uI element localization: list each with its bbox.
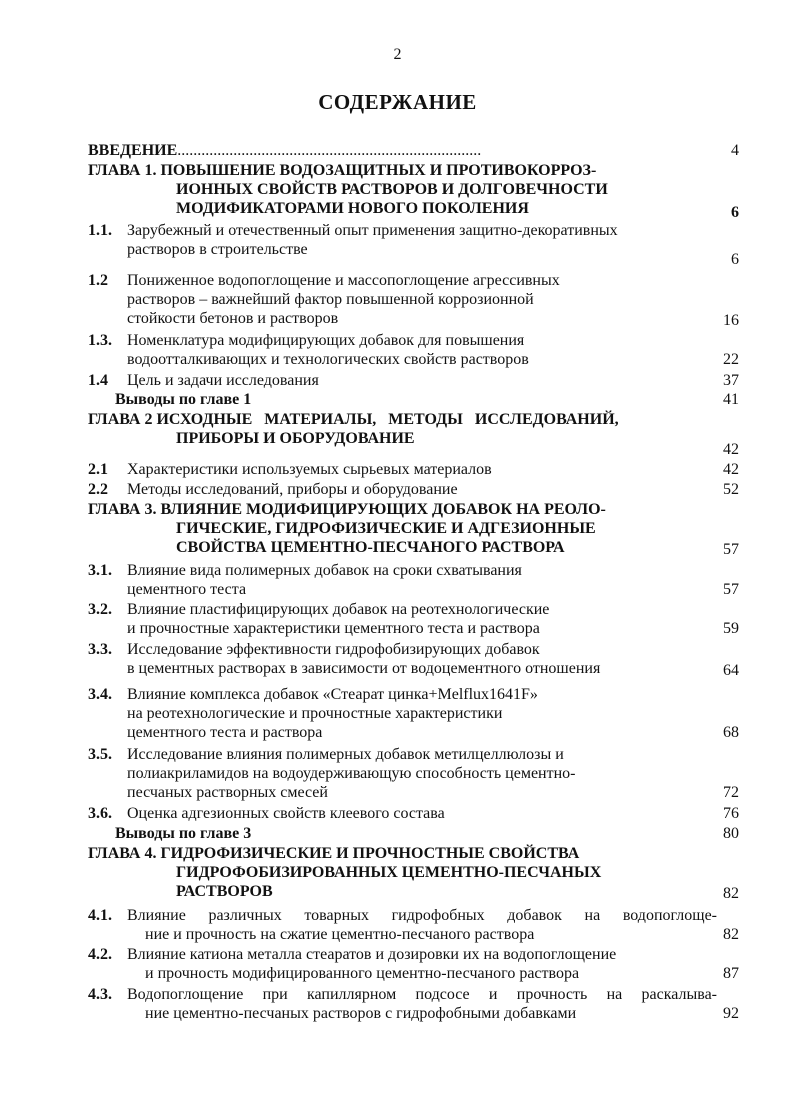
toc-line: Пониженное водопоглощение и массопоглощение агрессивных bbox=[127, 272, 560, 289]
toc-line: ГИДРОФОБИЗИРОВАННЫХ ЦЕМЕНТНО-ПЕСЧАНЫХ bbox=[176, 864, 602, 881]
toc-page-number: 42 bbox=[723, 461, 739, 478]
toc-line: Влияние пластифицирующих добавок на реотехнологические bbox=[127, 601, 550, 618]
toc-line: Выводы по главе 3 bbox=[115, 825, 252, 842]
toc-page-number: 57 bbox=[723, 581, 739, 598]
toc-section-number: 2.1 bbox=[88, 461, 108, 478]
toc-page-number: 6 bbox=[731, 204, 739, 221]
toc-section-number: 3.4. bbox=[88, 686, 112, 703]
toc-line: РАСТВОРОВ bbox=[176, 883, 273, 900]
toc-line: Номенклатура модифицирующих добавок для повышения bbox=[127, 332, 525, 349]
toc-page-number: 57 bbox=[723, 541, 739, 558]
toc-page-number: 59 bbox=[723, 620, 739, 637]
toc-line: МОДИФИКАТОРАМИ НОВОГО ПОКОЛЕНИЯ bbox=[176, 200, 529, 217]
toc-entry-title bbox=[127, 600, 717, 638]
leader-dots: ............................................................................ bbox=[177, 142, 482, 159]
toc-entry-title bbox=[127, 745, 717, 802]
toc-line: Влияние вида полимерных добавок на сроки схватывания bbox=[127, 562, 522, 579]
toc-page-number: 6 bbox=[731, 251, 739, 268]
toc-line: Цель и задачи исследования bbox=[127, 372, 319, 389]
toc-page-number: 4 bbox=[731, 142, 739, 159]
toc-entry-label: ВВЕДЕНИЕ bbox=[88, 142, 178, 159]
toc-page-number: 82 bbox=[723, 885, 739, 902]
toc-page-number: 92 bbox=[723, 1005, 739, 1022]
toc-entry-title bbox=[127, 480, 717, 499]
toc-line: Влияние катиона металла стеаратов и дозировки их на водопоглощение bbox=[127, 946, 617, 963]
toc-line: в цементных растворах в зависимости от водоцементного отношения bbox=[127, 660, 601, 677]
toc-line: песчаных растворных смесей bbox=[127, 784, 328, 801]
toc-entry-title-cont bbox=[127, 1004, 717, 1023]
toc-entry-title bbox=[127, 640, 717, 678]
toc-page-number: 22 bbox=[723, 351, 739, 368]
toc-section-number: 1.3. bbox=[88, 332, 112, 349]
toc-entry-title-cont bbox=[127, 925, 717, 944]
toc-line: Выводы по главе 1 bbox=[115, 391, 252, 408]
toc-entry-title bbox=[88, 500, 718, 557]
toc-section-number: 1.4 bbox=[88, 372, 108, 389]
toc-line: ГИЧЕСКИЕ, ГИДРОФИЗИЧЕСКИЕ И АДГЕЗИОННЫЕ bbox=[176, 520, 596, 537]
toc-page-number: 64 bbox=[723, 662, 739, 679]
toc-page-number: 41 bbox=[723, 391, 739, 408]
toc-line: ПРИБОРЫ И ОБОРУДОВАНИЕ bbox=[176, 430, 415, 447]
page-title: СОДЕРЖАНИЕ bbox=[318, 90, 477, 114]
toc-entry-title bbox=[127, 460, 717, 479]
toc-entry-title bbox=[127, 804, 717, 823]
toc-entry-title bbox=[127, 271, 717, 328]
toc-entry-title bbox=[88, 844, 718, 901]
toc-entry-title bbox=[115, 824, 705, 843]
toc-line: ИОННЫХ СВОЙСТВ РАСТВОРОВ И ДОЛГОВЕЧНОСТИ bbox=[176, 181, 608, 198]
toc-section-number: 1.1. bbox=[88, 222, 112, 239]
toc-entry-title bbox=[88, 161, 718, 218]
toc-line: растворов – важнейший фактор повышенной коррозионной bbox=[127, 291, 534, 308]
toc-line: стойкости бетонов и растворов bbox=[127, 310, 339, 327]
toc-line: Водопоглощение при капиллярном подсосе и прочность на раскалыва- bbox=[127, 986, 717, 1003]
toc-section-number: 3.2. bbox=[88, 601, 112, 618]
toc-entry-title bbox=[127, 331, 717, 369]
toc-line: ГЛАВА 1. ПОВЫШЕНИЕ ВОДОЗАЩИТНЫХ И ПРОТИВОКОРРОЗ- bbox=[88, 162, 597, 179]
toc-line: полиакриламидов на водоудерживающую способность цементно- bbox=[127, 765, 576, 782]
page-number: 2 bbox=[393, 46, 402, 63]
toc-section-number: 4.3. bbox=[88, 986, 112, 1003]
toc-section-number: 3.3. bbox=[88, 641, 112, 658]
toc-line: цементного теста и раствора bbox=[127, 724, 323, 741]
toc-entry-title bbox=[88, 410, 718, 448]
toc-page-number: 87 bbox=[723, 965, 739, 982]
toc-section-number: 3.5. bbox=[88, 746, 112, 763]
toc-page-number: 16 bbox=[723, 312, 739, 329]
toc-line: Влияние различных товарных гидрофобных добавок на водопоглоще- bbox=[127, 907, 717, 924]
toc-page-number: 52 bbox=[723, 481, 739, 498]
toc-line: ние и прочность на сжатие цементно-песчаного раствора bbox=[145, 926, 535, 943]
toc-entry-title bbox=[127, 906, 717, 925]
toc-line: СВОЙСТВА ЦЕМЕНТНО-ПЕСЧАНОГО РАСТВОРА bbox=[176, 539, 565, 556]
toc-line: Методы исследований, приборы и оборудование bbox=[127, 481, 458, 498]
toc-section-number: 4.2. bbox=[88, 946, 112, 963]
toc-page-number: 68 bbox=[723, 724, 739, 741]
toc-entry-title bbox=[127, 685, 717, 742]
toc-entry-title bbox=[88, 141, 718, 160]
toc-line: на реотехнологические и прочностные характеристики bbox=[127, 705, 503, 722]
toc-page-number: 76 bbox=[723, 805, 739, 822]
toc-line: и прочность модифицированного цементно-песчаного раствора bbox=[145, 965, 580, 982]
toc-entry-title bbox=[115, 390, 705, 409]
toc-section-number: 3.6. bbox=[88, 805, 112, 822]
toc-line: водоотталкивающих и технологических свойств растворов bbox=[127, 351, 529, 368]
toc-section-number: 4.1. bbox=[88, 907, 112, 924]
toc-page-number: 82 bbox=[723, 926, 739, 943]
toc-entry-title bbox=[127, 371, 717, 390]
toc-entry-title bbox=[127, 561, 717, 599]
toc-line: Исследование влияния полимерных добавок метилцеллюлозы и bbox=[127, 746, 564, 763]
toc-line: ГЛАВА 4. ГИДРОФИЗИЧЕСКИЕ И ПРОЧНОСТНЫЕ СВОЙСТВА bbox=[88, 845, 580, 862]
toc-section-number: 2.2 bbox=[88, 481, 108, 498]
toc-page-number: 42 bbox=[723, 441, 739, 458]
toc-line: ние цементно-песчаных растворов с гидрофобными добавками bbox=[145, 1005, 577, 1022]
toc-page-number: 80 bbox=[723, 825, 739, 842]
toc-line: Оценка адгезионных свойств клеевого состава bbox=[127, 805, 445, 822]
toc-section-number: 1.2 bbox=[88, 272, 108, 289]
toc-line: и прочностные характеристики цементного теста и раствора bbox=[127, 620, 540, 637]
toc-line: Характеристики используемых сырьевых материалов bbox=[127, 461, 492, 478]
toc-line: Исследование эффективности гидрофобизирующих добавок bbox=[127, 641, 540, 658]
toc-section-number: 3.1. bbox=[88, 562, 112, 579]
toc-line: Зарубежный и отечественный опыт применения защитно-декоративных bbox=[127, 222, 618, 239]
toc-line: ГЛАВА 3. ВЛИЯНИЕ МОДИФИЦИРУЮЩИХ ДОБАВОК НА РЕОЛО- bbox=[88, 501, 606, 518]
toc-line: растворов в строительстве bbox=[127, 241, 308, 258]
toc-entry-title bbox=[127, 221, 717, 259]
toc-page-number: 37 bbox=[723, 372, 739, 389]
toc-line: Влияние комплекса добавок «Стеарат цинка+Melflux1641F» bbox=[127, 686, 538, 703]
toc-line: ГЛАВА 2 ИСХОДНЫЕ МАТЕРИАЛЫ, МЕТОДЫ ИССЛЕДОВАНИЙ, bbox=[88, 411, 619, 428]
toc-page-number: 72 bbox=[723, 784, 739, 801]
toc-entry-title bbox=[127, 985, 717, 1004]
toc-entry-title bbox=[127, 945, 717, 983]
toc-line: цементного теста bbox=[127, 581, 247, 598]
